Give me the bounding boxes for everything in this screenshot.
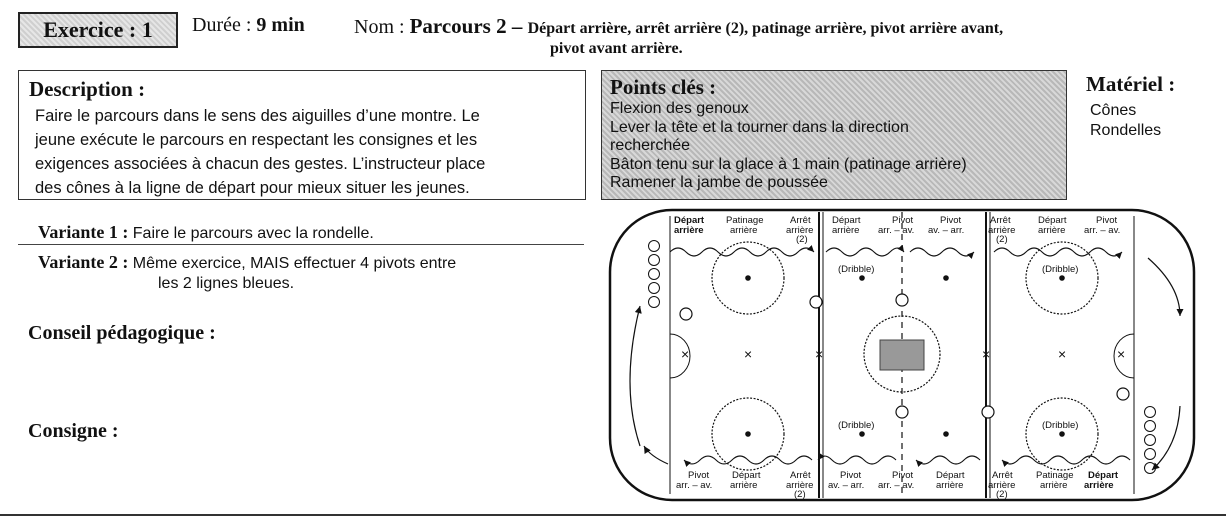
cone <box>649 269 660 280</box>
x-mark: × <box>1117 346 1126 362</box>
variant-2-text: Même exercice, MAIS effectuer 4 pivots entre <box>132 255 457 272</box>
divider <box>18 244 584 245</box>
variant-1-label: Variante 1 : <box>38 222 129 242</box>
x-mark: × <box>681 346 690 362</box>
rink-label: Pivot <box>940 215 962 226</box>
rink-label: av. – arr. <box>828 480 865 491</box>
cone <box>1145 407 1156 418</box>
variant-2-text-cont: les 2 lignes bleues. <box>158 275 295 292</box>
x-mark: × <box>744 346 753 362</box>
rink-label: Départ <box>832 215 861 226</box>
rink-label: arr. – av. <box>1084 225 1121 236</box>
puck-marker <box>896 294 908 306</box>
dribble-label: (Dribble) <box>1042 420 1079 431</box>
rink-label: arr. – av. <box>878 480 915 491</box>
description-box <box>18 70 586 200</box>
rink-label: arrière <box>1038 225 1066 236</box>
faceoff-dot <box>745 431 751 437</box>
exercise-name <box>354 14 1003 39</box>
cone <box>1145 449 1156 460</box>
rink-label: arrière <box>1084 480 1114 491</box>
faceoff-dot <box>943 275 949 281</box>
center-logo <box>880 340 924 370</box>
rink-label: Pivot <box>892 470 914 481</box>
rink-label: arrière <box>730 480 758 491</box>
rink-label: (2) <box>796 234 808 245</box>
description-title: Description : <box>29 77 146 101</box>
duration <box>192 14 305 37</box>
variant-2 <box>38 252 456 273</box>
faceoff-dot <box>1059 431 1065 437</box>
rink-label: Départ <box>936 470 965 481</box>
rink-label: arrière <box>786 225 814 236</box>
variant-2-label: Variante 2 : <box>38 252 129 272</box>
rink-label: Départ <box>1038 215 1067 226</box>
key-point: Bâton tenu sur la glace à 1 main (patinage arrière) <box>610 155 967 173</box>
faceoff-dot <box>745 275 751 281</box>
rink-label: (2) <box>794 489 806 500</box>
parcours-label: Parcours 2 – <box>409 14 528 38</box>
faceoff-dot <box>859 431 865 437</box>
description-line: des cônes à la ligne de départ pour mieux situer les jeunes. <box>35 179 470 197</box>
rink-label: Pivot <box>840 470 862 481</box>
rink-label: arrière <box>786 480 814 491</box>
title-line-1: Départ arrière, arrêt arrière (2), patinage arrière, pivot arrière avant, <box>527 20 1004 37</box>
cone <box>649 255 660 266</box>
pedagogical-tip-title: Conseil pédagogique : <box>28 322 216 344</box>
variant-1-text: Faire le parcours avec la rondelle. <box>132 225 374 242</box>
rink-label: Patinage <box>1036 470 1074 481</box>
rink-label: Pivot <box>688 470 710 481</box>
rink-label: arrière <box>730 225 758 236</box>
cone <box>649 283 660 294</box>
puck-marker <box>1117 388 1129 400</box>
puck-marker <box>680 308 692 320</box>
cone <box>1145 421 1156 432</box>
cone <box>1145 435 1156 446</box>
key-point: recherchée <box>610 137 691 154</box>
faceoff-dot <box>859 275 865 281</box>
rink-label: arrière <box>988 480 1016 491</box>
rink-label: Arrêt <box>992 470 1013 481</box>
rink-label: Départ <box>1088 470 1119 481</box>
material-item: Rondelles <box>1090 122 1162 139</box>
description-line: jeune exécute le parcours en respectant les consignes et les <box>35 131 478 149</box>
key-point: Lever la tête et la tourner dans la direction <box>610 118 909 136</box>
rink-label: Départ <box>732 470 761 481</box>
title-line-2: pivot avant arrière. <box>550 40 683 57</box>
description-text <box>35 104 575 200</box>
dribble-label: (Dribble) <box>838 420 875 431</box>
variant-1 <box>38 222 374 243</box>
rink-label: Patinage <box>726 215 764 226</box>
puck-marker <box>810 296 822 308</box>
name-label: Nom : <box>354 16 410 38</box>
key-point: Flexion des genoux <box>610 100 749 117</box>
faceoff-dot <box>1059 275 1065 281</box>
duration-value: 9 min <box>256 14 305 36</box>
rink-label: av. – arr. <box>928 225 965 236</box>
key-points-box <box>601 70 1067 200</box>
rink-label: arrière <box>1040 480 1068 491</box>
rink-label: arrière <box>988 225 1016 236</box>
exercise-label: Exercice : 1 <box>43 17 153 42</box>
rink-label: arrière <box>936 480 964 491</box>
dribble-label: (Dribble) <box>838 264 875 275</box>
rink-label: arrière <box>832 225 860 236</box>
cone <box>649 241 660 252</box>
material-title: Matériel : <box>1086 72 1176 96</box>
rink-label: Pivot <box>1096 215 1118 226</box>
rink-label: Arrêt <box>790 215 811 226</box>
description-line: exigences associées à chacun des gestes. L’instructeur place <box>35 155 486 173</box>
rink-label: arr. – av. <box>676 480 713 491</box>
rink-label: Pivot <box>892 215 914 226</box>
rink-label: Arrêt <box>790 470 811 481</box>
key-points-title: Points clés : <box>610 75 717 99</box>
x-mark: × <box>982 346 991 362</box>
faceoff-dot <box>943 431 949 437</box>
x-mark: × <box>815 346 824 362</box>
puck-marker <box>896 406 908 418</box>
x-mark: × <box>1058 346 1067 362</box>
duration-label: Durée : <box>192 14 257 36</box>
exercise-badge <box>18 12 178 48</box>
dribble-label: (Dribble) <box>1042 264 1079 275</box>
instruction-title: Consigne : <box>28 420 119 442</box>
cone <box>649 297 660 308</box>
rink-label: arrière <box>674 225 704 236</box>
bottom-rule <box>0 514 1226 516</box>
key-point: Ramener la jambe de poussée <box>610 174 828 191</box>
rink-label: Départ <box>674 215 705 226</box>
description-line: Faire le parcours dans le sens des aiguilles d’une montre. Le <box>35 107 480 125</box>
rink-label: Arrêt <box>990 215 1011 226</box>
material-item: Cônes <box>1090 102 1137 119</box>
puck-marker <box>982 406 994 418</box>
rink-diagram <box>600 206 1204 506</box>
rink-label: arr. – av. <box>878 225 915 236</box>
rink-label: (2) <box>996 489 1008 500</box>
rink-label: (2) <box>996 234 1008 245</box>
